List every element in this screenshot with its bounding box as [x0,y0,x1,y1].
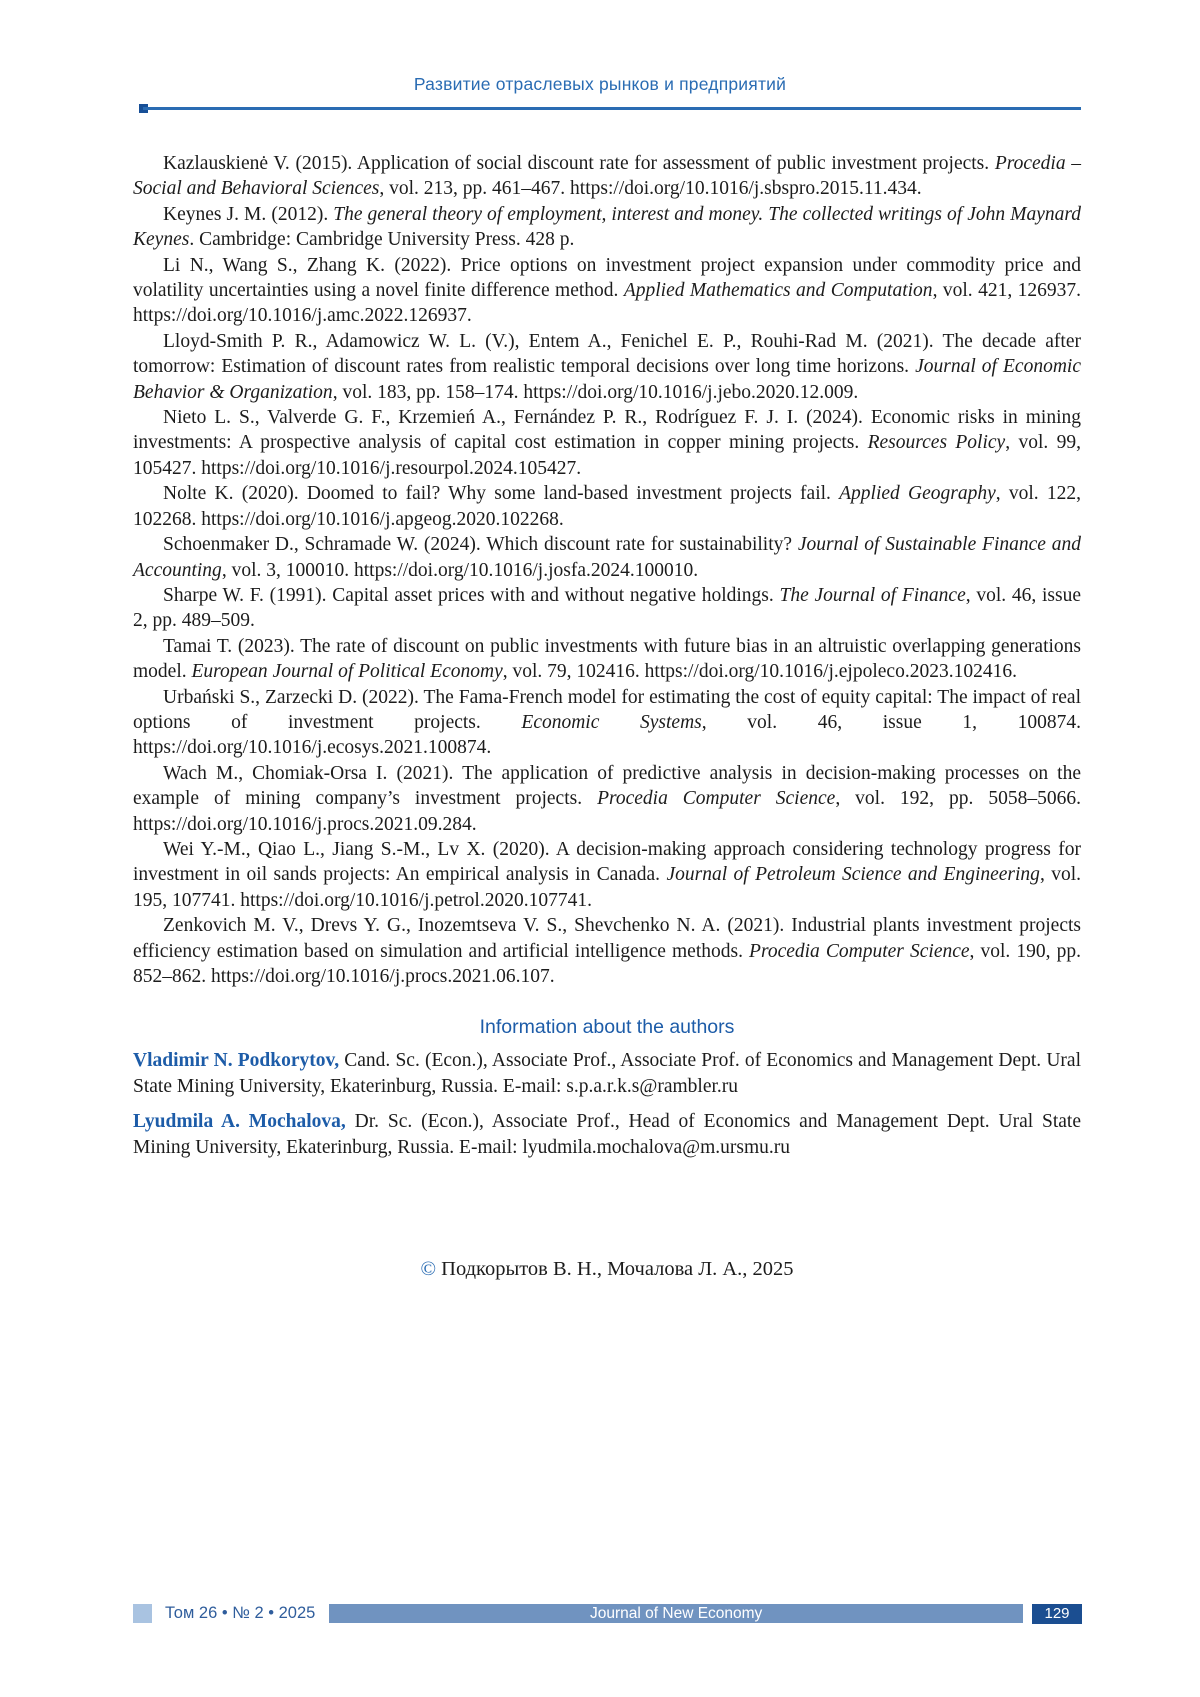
reference-item: Zenkovich M. V., Drevs Y. G., Inozemtseva V. S., Shevchenko N. A. (2021). Industrial plants investment projects efficiency estimation based on simulation and artificial intelligence methods. Procedia Computer Science, vol. 190, pp. 852–862. https://doi.org/10.1016/j.procs.2021.06.107. [133,915,1082,987]
reference-item: Keynes J. M. (2012). The general theory of employment, interest and money. The collected writings of John Maynard Keynes. Cambridge: Cambridge University Press. 428 p. [133,203,1081,251]
header-rule [133,104,1081,114]
reference-item: Tamai T. (2023). The rate of discount on public investments with future bias in an altruistic overlapping generations model. European Journal of Political Economy, vol. 79, 102416. https://doi.org/10.1016/j.ejpoleco.2023.102416. [133,635,1081,683]
reference-item: Wach M., Chomiak-Orsa I. (2021). The application of predictive analysis in decision-making processes on the example of mining company’s investment projects. Procedia Computer Science, vol. 192, pp. 5058–5066. https://doi.org/10.1016/j.procs.2021.09.284. [133,762,1082,835]
author-item [133,1109,1081,1161]
running-head-title: Развитие отраслевых рынков и предприятий [413,74,787,94]
authors-list [133,1048,1081,1160]
authors-section-heading: Information about the authors [479,1016,735,1039]
reference-item: Schoenmaker D., Schramade W. (2024). Which discount rate for sustainability? Journal of Sustainable Finance and Accounting, vol. 3, 100010. https://doi.org/10.1016/j.josfa.2024.100010. [133,534,1081,581]
author-description: Dr. Sc. (Econ.), Associate Prof., Head of Economics and Management Dept. Ural State Mining University, Ekaterinburg, Russia. E-mail: lyudmila.mochalova@m.ursmu.ru [133,1111,1081,1158]
author-description: Cand. Sc. (Econ.), Associate Prof., Associate Prof. of Economics and Management Dept. Ural State Mining University, Ekaterinburg, Russia. E-mail: s.p.a.r.k.s@rambler.ru [133,1050,1082,1098]
reference-item: Nieto L. S., Valverde G. F., Krzemień A., Fernández P. R., Rodríguez F. J. I. (2024). Economic risks in mining investments: A prospective analysis of capital cost estimation in copper mining projects. Resources Policy, vol. 99, 105427. https://doi.org/10.1016/j.resourpol.2024.105427. [133,407,1082,479]
footer-square-icon [133,1604,152,1623]
copyright-line [133,1258,1081,1281]
footer-journal-name: Journal of New Economy [590,1604,763,1622]
page-number-badge [1032,1604,1082,1624]
copyright-text: Подкорытов В. Н., Мочалова Л. А., 2025 [441,1257,794,1280]
reference-item: Wei Y.-M., Qiao L., Jiang S.-M., Lv X. (2020). A decision-making approach considering technology progress for investment in oil sands projects: An empirical analysis in Canada. Journal of Petroleum Science and Engineering, vol. 195, 107741. https://doi.org/10.1016/j.petrol.2020.107741. [133,838,1081,911]
footer-journal-bar [329,1604,1023,1623]
page-footer [133,1603,1082,1624]
reference-item: Urbański S., Zarzecki D. (2022). The Fama-French model for estimating the cost of equity capital: The impact of real options of investment projects. Economic Systems, vol. 46, issue 1, 100874. https://doi.org/10.1016/j.ecosys.2021.100874. [133,686,1082,759]
footer-volume-issue: Том 26 • № 2 • 2025 [165,1604,316,1622]
reference-item: Kazlauskienė V. (2015). Application of social discount rate for assessment of public investment projects. Procedia – Social and Behavioral Sciences, vol. 213, pp. 461–467. https://doi.org/10.1016/j.sbspro.2015.11.434. [133,153,1081,200]
reference-item: Li N., Wang S., Zhang K. (2022). Price options on investment project expansion under commodity price and volatility uncertainties using a novel finite difference method. Applied Mathematics and Computation, vol. 421, 126937. https://doi.org/10.1016/j.amc.2022.126937. [133,254,1081,327]
reference-item: Sharpe W. F. (1991). Capital asset prices with and without negative holdings. The Journal of Finance, vol. 46, issue 2, pp. 489–509. [133,584,1082,632]
page-content [133,151,1081,1281]
copyright-symbol: © [420,1257,437,1280]
references-list [133,151,1081,989]
header-rule-line [143,107,1081,110]
reference-item: Lloyd-Smith P. R., Adamowicz W. L. (V.), Entem A., Fenichel E. P., Rouhi-Rad M. (2021). The decade after tomorrow: Estimation of discount rates from realistic temporal decisions over long time horizons. Journal of Economic Behavior & Organization, vol. 183, pp. 158–174. https://doi.org/10.1016/j.jebo.2020.12.009. [133,330,1081,403]
author-name: Lyudmila A. Mochalova, [133,1111,355,1132]
author-name: Vladimir N. Podkorytov, [133,1050,345,1072]
author-item [133,1048,1081,1100]
reference-item: Nolte K. (2020). Doomed to fail? Why some land-based investment projects fail. Applied Geography, vol. 122, 102268. https://doi.org/10.1016/j.apgeog.2020.102268. [133,483,1081,530]
page-number: 129 [1044,1605,1070,1622]
